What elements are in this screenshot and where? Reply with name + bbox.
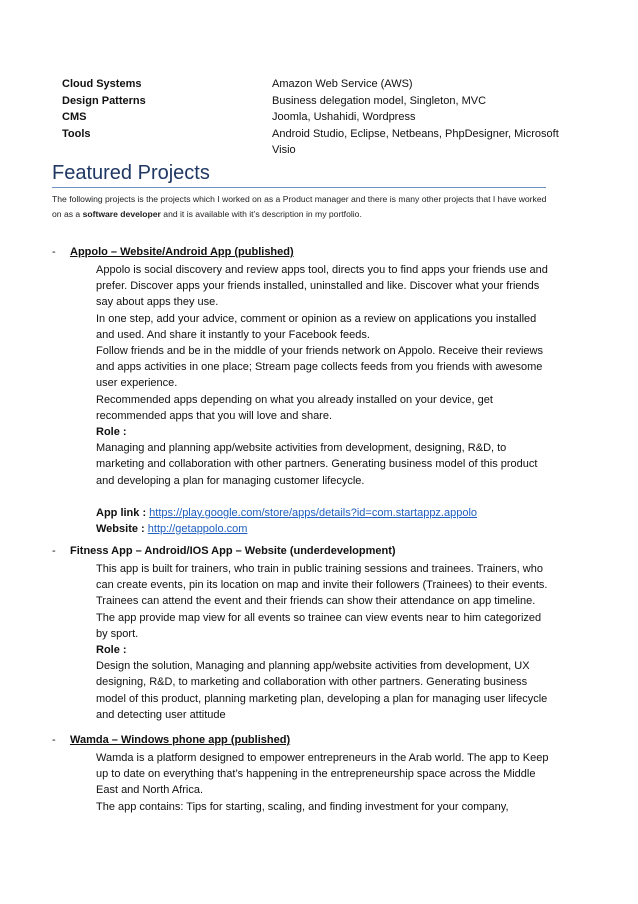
bullet-dash: - [52, 246, 56, 258]
project-title: Fitness App – Android/IOS App – Website (underdevelopment) [70, 545, 396, 557]
project-body [96, 261, 552, 537]
project-heading [52, 543, 552, 560]
skill-label: Design Patterns [62, 94, 146, 107]
skill-value: Business delegation model, Singleton, MVC [272, 94, 487, 107]
skill-row-tools [62, 126, 562, 159]
skill-value: Android Studio, Eclipse, Netbeans, PhpDesigner, Microsoft Visio [272, 127, 559, 156]
skill-row-cloud [62, 76, 562, 93]
skill-label: Cloud Systems [62, 78, 142, 90]
website-link-label: Website : [96, 523, 148, 536]
project-title: Wamda – Windows phone app (published) [70, 734, 291, 746]
featured-intro [52, 192, 552, 222]
skill-row-cms [62, 109, 562, 126]
project-wamda [52, 732, 552, 815]
skill-row-design-patterns [62, 93, 562, 110]
intro-bold-text: software developer [82, 209, 161, 219]
project-heading [52, 244, 552, 261]
project-paragraph: This app is built for trainers, who train in public training sessions and trainees. Trainers, who can create events, pin its location on map and invite their followers (Trainees) to their events. Trainees can attend the event and their friends can show their attendance on app timeline. The app provide map view for all events so trainee can view events near to him categorized by sport. [96, 563, 548, 640]
website-link[interactable]: http://getappolo.com [147, 523, 248, 536]
project-body [96, 560, 552, 723]
project-paragraph: Appolo is social discovery and review apps tool, directs you to find apps your friends use and prefer. Discover apps your friends installed, uninstalled and like. Discover what your friends say about apps they use. [96, 264, 548, 309]
app-link-label: App link : [96, 506, 150, 519]
website-link-row [96, 521, 552, 537]
role-text: Managing and planning app/website activities from development, designing, R&D, to marketing and collaboration with other partners. Generating business model of this product and developing a plan for managing customer lifecycle. [96, 442, 538, 487]
skill-label: CMS [62, 111, 87, 123]
role-text: Design the solution, Managing and planning app/website activities from development, UX designing, R&D, to marketing and collaboration with other partners. Generating business model of this product, planning marketing plan, developing a plan for managing user lifecycle and detecting user attitude [96, 660, 548, 721]
role-label: Role : [96, 644, 127, 657]
section-title-featured-projects: Featured Projects [52, 162, 210, 184]
skills-table [62, 76, 562, 159]
project-paragraph: The app contains: Tips for starting, scaling, and finding investment for your company, [96, 800, 509, 813]
intro-text: The following projects is the projects which I worked on as a Product manager and there is many other projects that I have worked on as a [52, 194, 547, 219]
bullet-dash: - [52, 734, 56, 746]
skill-value: Joomla, Ushahidi, Wordpress [272, 111, 416, 123]
bullet-dash: - [52, 545, 56, 557]
project-paragraph: Wamda is a platform designed to empower entrepreneurs in the Arab world. The app to Keep up to date on everything that’s happening in the entrepreneurship space across the Middle East and North Africa. [96, 752, 549, 797]
project-body [96, 749, 552, 815]
skill-value: Amazon Web Service (AWS) [272, 78, 413, 90]
project-paragraph: Follow friends and be in the middle of your friends network on Appolo. Receive their reviews and apps activities in one place; Stream page collects feeds from you friends with awesome user experience. [96, 345, 543, 390]
project-heading [52, 732, 552, 749]
app-link[interactable]: https://play.google.com/store/apps/details?id=com.startappz.appolo [149, 506, 478, 519]
app-link-row [96, 505, 552, 521]
project-fitness [52, 543, 552, 723]
skill-label: Tools [62, 127, 91, 140]
project-title: Appolo – Website/Android App (published) [70, 246, 294, 258]
project-paragraph: Recommended apps depending on what you already installed on your device, get recommended apps that you will love and share. [96, 393, 493, 422]
project-appolo [52, 244, 552, 537]
intro-text-end: and it is available with it’s description in my portfolio. [160, 209, 362, 219]
role-label: Role : [96, 426, 127, 439]
project-paragraph: In one step, add your advice, comment or opinion as a review on applications you installed and used. And share it instantly to your Facebook feeds. [96, 312, 537, 341]
section-divider [52, 187, 546, 188]
